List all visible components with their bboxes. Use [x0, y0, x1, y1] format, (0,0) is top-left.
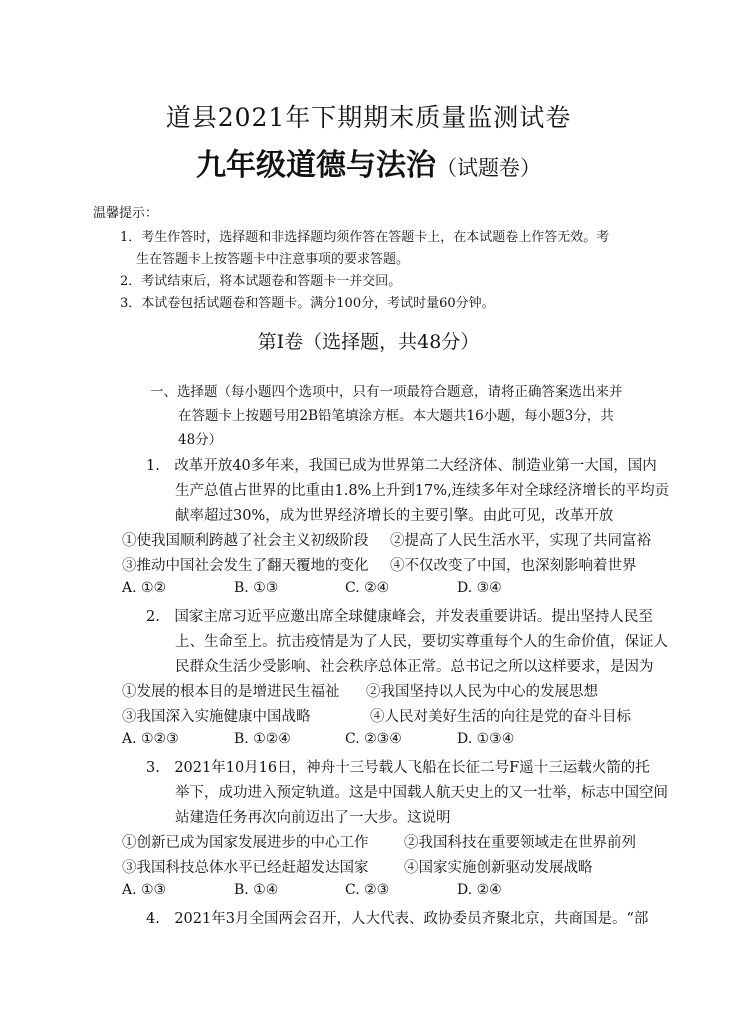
question-2-stem: 2. 国家主席习近平应邀出席全球健康峰会，并发表重要讲话。提出坚持人民至	[146, 609, 653, 625]
question-1-option: ①使我国顺利跨越了社会主义初级阶段	[122, 533, 369, 549]
question-2-answer-c: C. ②③④	[345, 731, 402, 747]
question-3-stem: 3. 2021年10月16日，神舟十三号载人飞船在长征二号F遥十三运载火箭的托	[146, 760, 650, 776]
question-3-answer-a: A. ①③	[122, 882, 167, 898]
question-2-answer-a: A. ①②③	[122, 731, 179, 747]
question-4-stem: 4. 2021年3月全国两会召开，人大代表、政协委员齐聚北京，共商国是。“部	[146, 911, 649, 927]
question-3-answer-b: B. ①④	[234, 882, 279, 898]
question-2-stem: 上、生命至上。抗击疫情是为了人民，要切实尊重每个人的生命价值，保证人	[175, 634, 668, 650]
question-1-option: ②提高了人民生活水平，实现了共同富裕	[390, 533, 651, 549]
question-3-option: ③我国科技总体水平已经赶超发达国家	[122, 860, 369, 876]
question-2-stem: 民群众生活少受影响、社会秩序总体正常。总书记之所以这样要求，是因为	[175, 659, 654, 675]
section-intro-line: 48分）	[178, 432, 223, 448]
tips-heading: 温馨提示：	[93, 206, 159, 221]
question-1-stem: 献率超过30%，成为世界经济增长的主要引擎。由此可见，改革开放	[175, 508, 614, 524]
section-intro-line: 一、选择题（每小题四个选项中，只有一项最符合题意，请将正确答案选出来并	[150, 384, 623, 400]
question-1-stem: 1. 改革开放40多年来，我国已成为世界第二大经济体、制造业第一大国，国内	[146, 458, 657, 474]
question-3-stem: 举下，成功进入预定轨道。这是中国载人航天史上的又一壮举，标志中国空间	[175, 785, 668, 801]
question-1-answer-b: B. ①③	[234, 580, 279, 596]
section-intro-line: 在答题卡上按题号用2B铅笔填涂方框。本大题共16小题，每小题3分，共	[178, 408, 614, 424]
question-1-option: ④不仅改变了中国，也深刻影响着世界	[390, 558, 637, 574]
question-2-answer-b: B. ①②④	[234, 731, 291, 747]
question-2-answer-d: D. ①③④	[457, 731, 515, 747]
question-2-option: ①发展的根本目的是增进民生福祉	[122, 684, 340, 700]
question-3-option: ①创新已成为国家发展进步的中心工作	[122, 835, 369, 851]
question-1-answer-c: C. ②④	[345, 580, 390, 596]
question-3-option: ④国家实施创新驱动发展战略	[404, 860, 593, 876]
question-1-option: ③推动中国社会发生了翻天覆地的变化	[122, 558, 369, 574]
subject-name: 九年级道德与法治	[196, 148, 436, 183]
tip-line: 生在答题卡上按答题卡中注意事项的要求答题。	[136, 252, 410, 267]
question-3-answer-d: D. ②④	[457, 882, 502, 898]
question-1-answer-d: D. ③④	[457, 580, 502, 596]
paper-type: （试题卷）	[436, 156, 541, 180]
tip-line: 1．考生作答时，选择题和非选择题均须作答在答题卡上，在本试题卷上作答无效。考	[120, 230, 610, 245]
question-3-option: ②我国科技在重要领域走在世界前列	[404, 835, 636, 851]
question-2-option: ②我国坚持以人民为中心的发展思想	[366, 684, 598, 700]
section-title: 第Ⅰ卷（选择题，共48分）	[257, 331, 480, 353]
question-2-option: ④人民对美好生活的向往是党的奋斗目标	[370, 709, 631, 725]
question-3-answer-c: C. ②③	[345, 882, 390, 898]
tip-line: 3．本试卷包括试题卷和答题卡。满分100分，考试时量60分钟。	[120, 296, 495, 311]
subject-title	[0, 140, 737, 184]
question-2-option: ③我国深入实施健康中国战略	[122, 709, 311, 725]
question-1-stem: 生产总值占世界的比重由1.8%上升到17%,连续多年对全球经济增长的平均贡	[175, 483, 670, 499]
question-1-answer-a: A. ①②	[122, 580, 167, 596]
question-3-stem: 站建造任务再次向前迈出了一大步。这说明	[175, 810, 451, 826]
tip-line: 2．考试结束后，将本试题卷和答题卡一并交回。	[120, 274, 402, 289]
exam-title: 道县2021年下期期末质量监测试卷	[165, 103, 572, 132]
